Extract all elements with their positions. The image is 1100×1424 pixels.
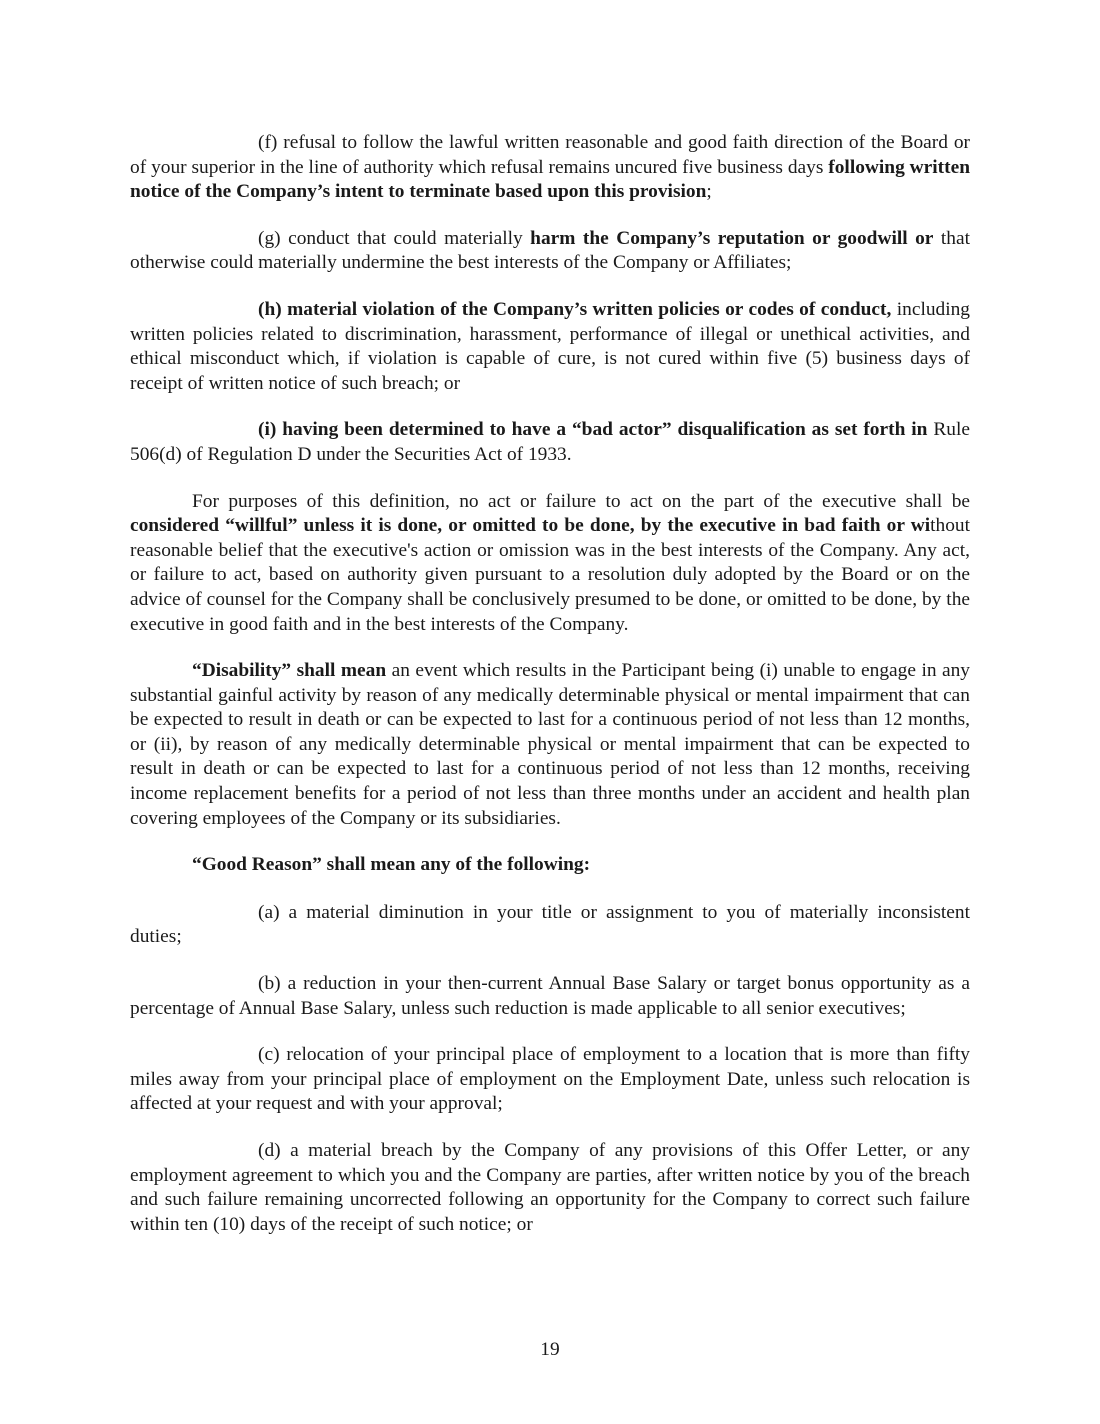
clause-i	[130, 418, 970, 467]
clause-g	[130, 227, 970, 276]
purposes-bold: considered “willful” unless it is done, or omitted to be done, by the executive in bad faith or wi	[130, 515, 931, 537]
disability-term: “Disability” shall mean	[192, 660, 387, 682]
clause-i-tail: Rule 506(d) of Regulation D under the Securities Act of 1933.	[130, 419, 970, 465]
clause-h-bold: (h) material violation of the Company’s written policies or codes of conduct,	[258, 298, 892, 320]
clause-i-bold: (i) having been determined to have a “bad actor” disqualification as set forth in	[258, 419, 928, 441]
clause-h	[130, 298, 970, 396]
good-reason-heading-text: “Good Reason” shall mean any of the following:	[192, 854, 591, 876]
clause-h-tail: including written policies related to discrimination, harassment, performance of illegal or unethical activities, and ethical misconduct which, if violation is capable of cure, is not cured within five (5) business days of receipt of written notice of such breach; or	[130, 298, 971, 394]
good-reason-heading	[130, 853, 970, 878]
clause-f-tail: ;	[706, 181, 712, 203]
clause-f-bold: following written notice of the Company’s intent to terminate based upon this provision	[130, 156, 970, 203]
clause-g-bold: harm the Company’s reputation or goodwill or	[530, 227, 934, 249]
clause-g-text: (g) conduct that could materially	[258, 227, 531, 249]
purposes-tail: thout reasonable belief that the executive's action or omission was in the best interests of the Company. Any act, or failure to act, based on authority given pursuant to a resolution duly adopted by the Board or on the advice of counsel for the Company shall be conclusively presumed to be done, or omitted to be done, by the executive in good faith and in the best interests of the Company.	[130, 515, 970, 635]
clause-d: (d) a material breach by the Company of any provisions of this Offer Letter, or any employment agreement to which you and the Company are parties, after written notice by you of the breach and such failure remaining uncorrected following an opportunity for the Company to correct such failure within ten (10) days of the receipt of such notice; or	[130, 1140, 970, 1235]
purposes-text: For purposes of this definition, no act or failure to act on the part of the executive shall be	[192, 490, 970, 512]
clause-a: (a) a material diminution in your title or assignment to you of materially inconsistent duties;	[130, 901, 970, 948]
clause-c: (c) relocation of your principal place of employment to a location that is more than fifty miles away from your principal place of employment on the Employment Date, unless such relocation is affected at your request and with your approval;	[130, 1044, 970, 1115]
disability-definition	[130, 659, 970, 831]
page-number: 19	[540, 1339, 560, 1360]
clause-g-tail: that otherwise could materially undermine the best interests of the Company or Affiliates;	[130, 227, 970, 274]
clause-f-text: (f) refusal to follow the lawful written reasonable and good faith direction of the Board or of your superior in the line of authority which refusal remains uncured five business days	[130, 132, 970, 178]
purposes-paragraph	[130, 490, 970, 638]
clause-f	[130, 131, 970, 205]
clause-b: (b) a reduction in your then-current Annual Base Salary or target bonus opportunity as a percentage of Annual Base Salary, unless such reduction is made applicable to all senior executives;	[130, 973, 970, 1019]
document-body	[130, 131, 970, 1259]
disability-text: an event which results in the Participant being (i) unable to engage in any substantial gainful activity by reason of any medically determinable physical or mental impairment that can be expected to result in death or can be expected to last for a continuous period of not less than 12 months, or (ii), by reason of any medically determinable physical or mental impairment that can be expected to result in death or can be expected to last for a continuous period of not less than 12 months, receiving income replacement benefits for a period of not less than three months under an accident and health plan covering employees of the Company or its subsidiaries.	[130, 660, 970, 829]
